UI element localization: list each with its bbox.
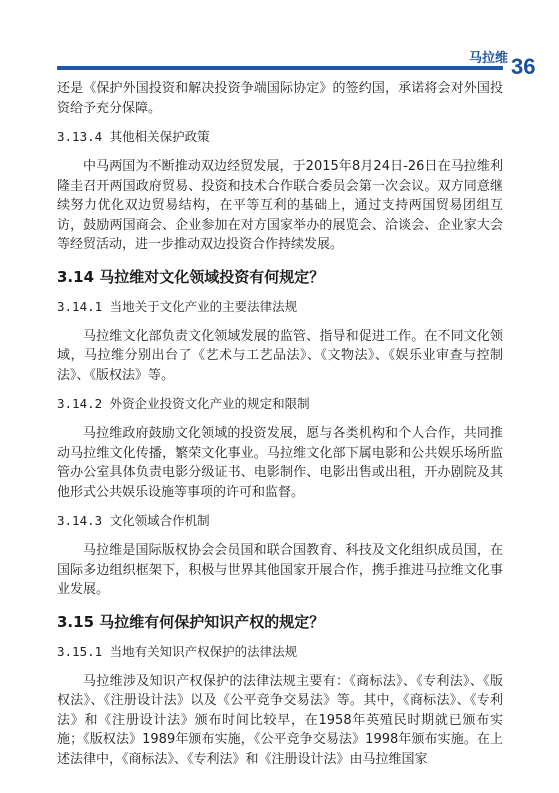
- paragraph: 马拉维涉及知识产权保护的法律法规主要有：《商标法》、《专利法》、《版权法》、《注册设计法》以及《公平竞争交易法》等。其中，《商标法》、《专利法》和《注册设计法》颁布时间比较早，在1958年英殖民时期就已颁布实施；《版权法》1989年颁布实施，《公平竞争交易法》1998年颁布实施。在上述法律中，《商标法》、《专利法》和《注册设计法》由马拉维国家: [57, 673, 503, 767]
- paragraph: 马拉维是国际版权协会会员国和联合国教育、科技及文化组织成员国，在国际多边组织框架下，积极与世界其他国家开展合作，携手推进马拉维文化事业发展。: [57, 543, 503, 597]
- page-content: [57, 79, 503, 769]
- subsection-heading: 3.14.3 文化领域合作机制: [57, 513, 210, 528]
- paragraph: 马拉维政府鼓励文化领域的投资发展，愿与各类机构和个人合作，共同推动马拉维文化传播，繁荣文化事业。马拉维文化部下属电影和公共娱乐场所监管办公室具体负责电影分级证书、电影制作、电影出售或出租，开办剧院及其他形式公共娱乐设施等事项的许可和监督。: [57, 426, 503, 500]
- section-heading: 3.15 马拉维有何保护知识产权的规定？: [57, 612, 325, 631]
- subsection-heading: 3.14.1 当地关于文化产业的主要法律法规: [57, 298, 298, 314]
- page-number: 36: [511, 54, 536, 79]
- paragraph: 马拉维文化部负责文化领域发展的监管、指导和促进工作。在不同文化领域，马拉维分别出台了《艺术与工艺品法》、《文物法》、《娱乐业审查与控制法》、《版权法》等。: [57, 328, 503, 383]
- paragraph: 还是《保护外国投资和解决投资争端国际协定》的签约国，承诺将会对外国投资给予充分保障。: [57, 81, 503, 116]
- subsection-heading: 3.14.2 外资企业投资文化产业的规定和限制: [57, 396, 310, 411]
- header-rule: [57, 66, 503, 70]
- section-heading: 3.14 马拉维对文化领域投资有何规定？: [57, 267, 325, 286]
- running-header-title: 马拉维: [468, 51, 508, 66]
- subsection-heading: 3.13.4 其他相关保护政策: [57, 129, 210, 144]
- paragraph: 中马两国为不断推动双边经贸发展，于2015年8月24日-26日在马拉维利隆圭召开两国政府贸易、投资和技术合作联合委员会第一次会议。双方同意继续努力优化双边贸易结构，在平等互利的基础上，通过支持两国贸易团组互访，鼓励两国商会、企业参加在对方国家举办的展览会、洽谈会、企业家大会等经贸活动，进一步推动双边投资合作持续发展。: [57, 159, 503, 252]
- page-header: [0, 0, 559, 80]
- subsection-heading: 3.15.1 当地有关知识产权保护的法律法规: [57, 643, 298, 659]
